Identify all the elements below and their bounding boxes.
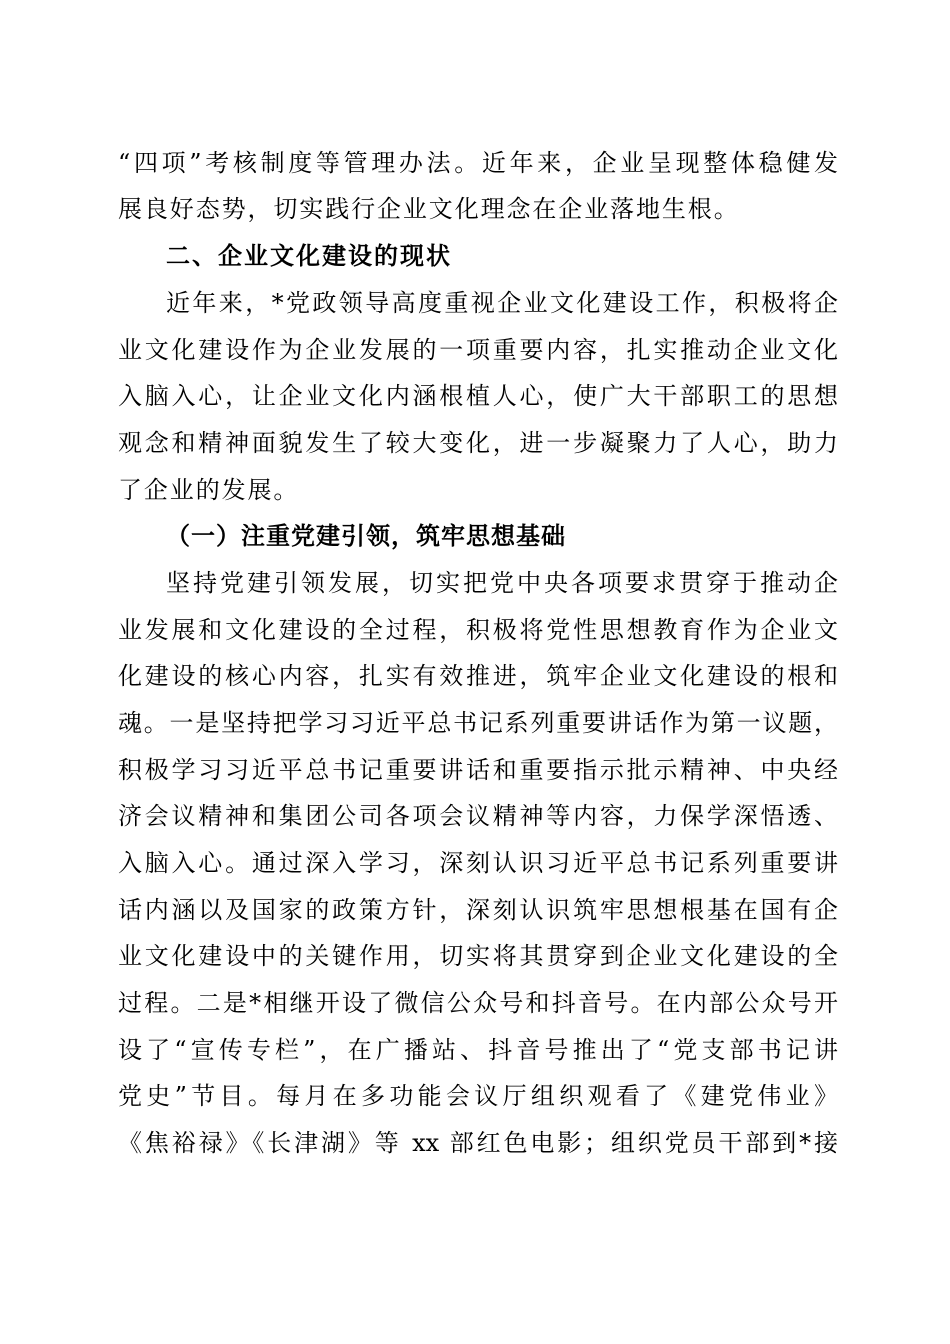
paragraph-line: 入脑入心，让企业文化内涵根植人心，使广大干部职工的思想 <box>118 382 838 410</box>
paragraph-line: 济会议精神和集团公司各项会议精神等内容，力保学深悟透、 <box>118 802 838 830</box>
paragraph-line: 化建设的核心内容，扎实有效推进，筑牢企业文化建设的根和 <box>118 662 838 690</box>
paragraph-line: 近年来，*党政领导高度重视企业文化建设工作，积极将企 <box>166 289 838 317</box>
paragraph-line: 积极学习习近平总书记重要讲话和重要指示批示精神、中央经 <box>118 756 838 784</box>
paragraph-line: 设了“宣传专栏”，在广播站、抖音号推出了“党支部书记讲 <box>118 1036 838 1064</box>
paragraph-line: 业文化建设作为企业发展的一项重要内容，扎实推动企业文化 <box>118 336 838 364</box>
paragraph-line: “四项”考核制度等管理办法。近年来，企业呈现整体稳健发 <box>118 149 838 177</box>
paragraph-line: 《焦裕禄》《长津湖》等 xx 部红色电影；组织党员干部到*接 <box>118 1129 838 1157</box>
paragraph-line: 过程。二是*相继开设了微信公众号和抖音号。在内部公众号开 <box>118 989 838 1017</box>
paragraph-line: 业文化建设中的关键作用，切实将其贯穿到企业文化建设的全 <box>118 942 838 970</box>
paragraph-line: 业发展和文化建设的全过程，积极将党性思想教育作为企业文 <box>118 616 838 644</box>
paragraph-line: 话内涵以及国家的政策方针，深刻认识筑牢思想根基在国有企 <box>118 896 838 924</box>
paragraph-line: 入脑入心。通过深入学习，深刻认识习近平总书记系列重要讲 <box>118 849 838 877</box>
paragraph-line: 展良好态势，切实践行企业文化理念在企业落地生根。 <box>118 195 740 223</box>
subsection-heading: （一）注重党建引领，筑牢思想基础 <box>166 521 566 550</box>
section-heading: 二、企业文化建设的现状 <box>166 242 452 270</box>
paragraph-line: 坚持党建引领发展，切实把党中央各项要求贯穿于推动企 <box>166 569 838 597</box>
paragraph-line: 了企业的发展。 <box>118 476 300 504</box>
paragraph-line: 魂。一是坚持把学习习近平总书记系列重要讲话作为第一议题， <box>118 709 838 737</box>
paragraph-line: 观念和精神面貌发生了较大变化，进一步凝聚力了人心，助力 <box>118 429 838 457</box>
paragraph-line: 党史”节目。每月在多功能会议厅组织观看了《建党伟业》 <box>118 1082 838 1110</box>
